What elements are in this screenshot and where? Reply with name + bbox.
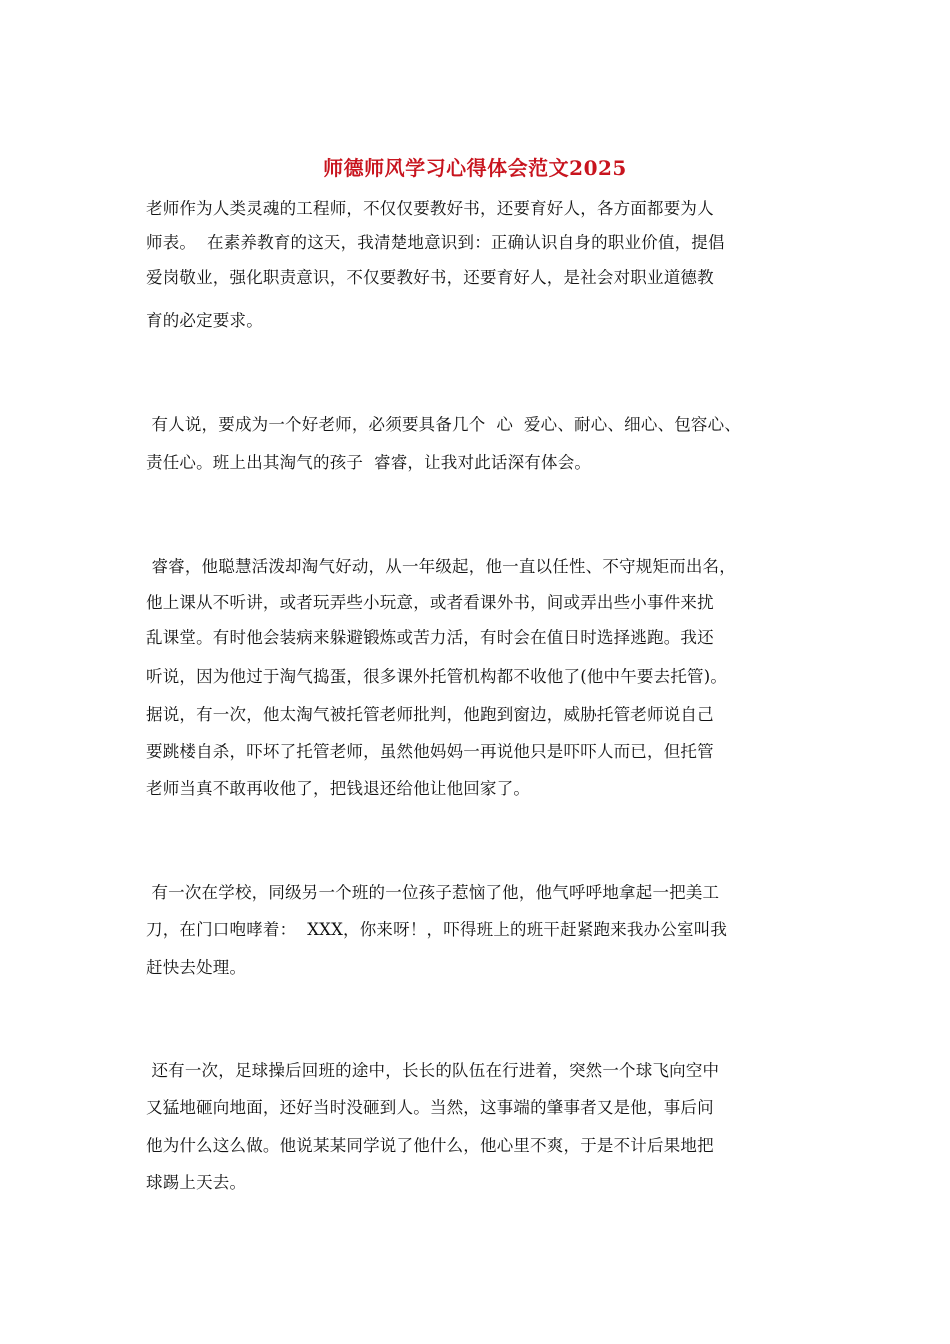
paragraph-1-line-4: 育的必定要求。 [146, 311, 263, 330]
paragraph-4-line-3: 赶快去处理。 [146, 958, 247, 977]
paragraph-1-line-3: 爱岗敬业，强化职责意识，不仅要教好书，还要育好人，是社会对职业道德教 [146, 268, 714, 287]
paragraph-2-line-1: 有人说，要成为一个好老师，必须要具备几个 心 爱心、耐心、细心、包容心、 [146, 415, 742, 434]
paragraph-3-line-3: 乱课堂。有时他会装病来躲避锻炼或苦力活，有时会在值日时选择逃跑。我还 [146, 628, 714, 647]
paragraph-5-line-4: 球踢上天去。 [146, 1173, 247, 1192]
paragraph-3-line-5: 据说，有一次，他太淘气被托管老师批判，他跑到窗边，威胁托管老师说自己 [146, 705, 714, 724]
paragraph-1-line-1: 老师作为人类灵魂的工程师，不仅仅要教好书，还要育好人，各方面都要为人 [146, 199, 714, 218]
paragraph-4-line-2: 刀，在门口咆哮着： XXX，你来呀！，吓得班上的班干赶紧跑来我办公室叫我 [146, 920, 728, 939]
paragraph-2-line-2: 责任心。班上出其淘气的孩子 睿睿，让我对此话深有体会。 [146, 453, 592, 472]
paragraph-5-line-2: 又猛地砸向地面，还好当时没砸到人。当然，这事端的肇事者又是他，事后问 [146, 1098, 714, 1117]
paragraph-3-line-6: 要跳楼自杀，吓坏了托管老师，虽然他妈妈一再说他只是吓吓人而已，但托管 [146, 742, 714, 761]
paragraph-4-line-1: 有一次在学校，同级另一个班的一位孩子惹恼了他，他气呼呼地拿起一把美工 [146, 883, 720, 902]
paragraph-3-line-1: 睿睿，他聪慧活泼却淘气好动，从一年级起，他一直以任性、不守规矩而出名， [146, 557, 736, 576]
paragraph-3-line-4: 听说，因为他过于淘气捣蛋，很多课外托管机构都不收他了(他中午要去托管)。 [146, 667, 728, 686]
paragraph-1-line-2: 师表。 在素养教育的这天，我清楚地意识到：正确认识自身的职业价值，提倡 [146, 233, 725, 252]
paragraph-5-line-1: 还有一次，足球操后回班的途中，长长的队伍在行进着，突然一个球飞向空中 [146, 1061, 720, 1080]
paragraph-3-line-2: 他上课从不听讲，或者玩弄些小玩意，或者看课外书，间或弄出些小事件来扰 [146, 593, 714, 612]
paragraph-5-line-3: 他为什么这么做。他说某某同学说了他什么，他心里不爽，于是不计后果地把 [146, 1136, 714, 1155]
document-title: 师德师风学习心得体会范文2025 [323, 156, 627, 180]
paragraph-3-line-7: 老师当真不敢再收他了，把钱退还给他让他回家了。 [146, 779, 531, 798]
